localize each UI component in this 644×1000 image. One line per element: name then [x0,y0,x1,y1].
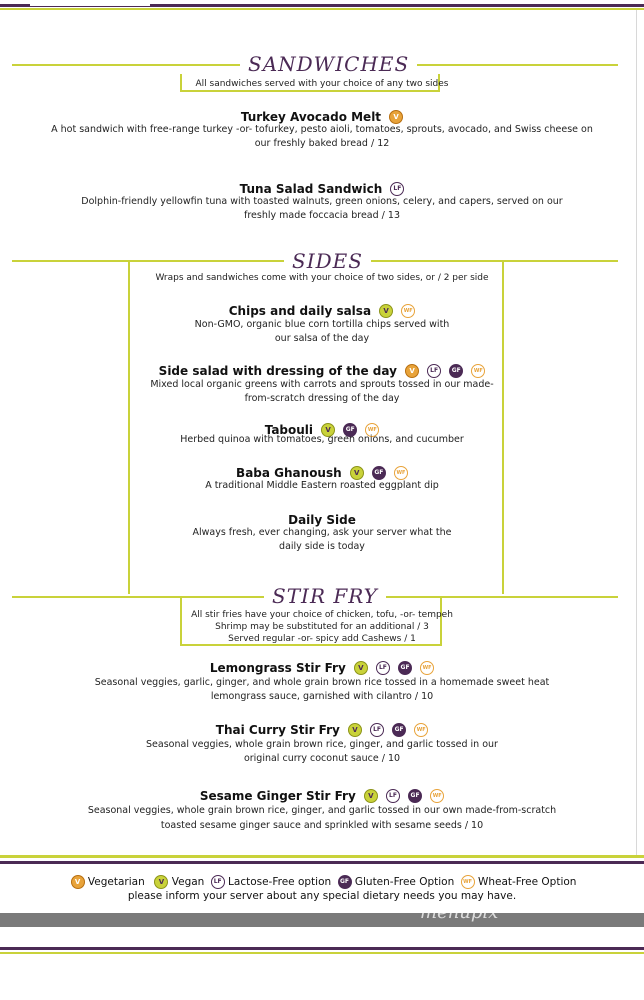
lactose-free-icon: LF [386,789,400,803]
menu-item [0,657,644,676]
gluten-free-icon: GF [338,875,352,889]
lactose-free-icon: LF [211,875,225,889]
menu-item [0,360,644,379]
vegan-icon: V [348,723,362,737]
item-desc: our freshly baked bread / 12 [254,138,390,149]
wheat-free-icon: WF [420,661,434,675]
gluten-free-icon: GF [372,466,386,480]
wheat-free-icon: WF [414,723,428,737]
footer-border-lime [0,855,644,858]
vegetarian-icon: V [405,364,419,378]
item-name: Tabouli [264,423,314,437]
menu-item [0,300,644,319]
vegan-icon: V [154,875,168,889]
item-desc: lemongrass sauce, garnished with cilantro / 10 [210,691,434,702]
gluten-free-icon: GF [343,423,357,437]
vegan-icon: V [350,466,364,480]
wheat-free-icon: WF [365,423,379,437]
vegetarian-icon: V [71,875,85,889]
stirfry-note: All stir fries have your choice of chicken, tofu, -or- tempeh [191,610,453,620]
legend-gluten-free: Gluten-Free Option [354,876,455,888]
item-desc: Mixed local organic greens with carrots and sprouts tossed in our made- [150,379,494,390]
item-desc: daily side is today [279,541,365,552]
sandwiches-title: SANDWICHES [240,52,417,76]
item-desc: our salsa of the day [274,333,370,344]
sides-title: SIDES [284,249,371,273]
dietary-notice: please inform your server about any special dietary needs you may have. [127,890,517,902]
menupix-watermark: menupix [420,902,499,923]
vegan-icon: V [321,423,335,437]
lactose-free-icon: LF [427,364,441,378]
legend-vegetarian: Vegetarian [87,876,145,888]
lactose-free-icon: LF [370,723,384,737]
footer-border-purple [0,861,644,864]
item-name: Daily Side [288,513,356,527]
vegetarian-icon: V [389,110,403,124]
legend-vegan: Vegan [171,876,205,888]
item-name: Lemongrass Stir Fry [209,661,346,675]
menu-item [0,785,644,804]
item-desc: A hot sandwich with free-range turkey -or- tofurkey, pesto aioli, tomatoes, sprouts, avocado, and Swiss cheese on [51,124,593,135]
wheat-free-icon: WF [471,364,485,378]
legend-wheat-free: Wheat-Free Option [477,876,577,888]
item-desc: Non-GMO, organic blue corn tortilla chips served with [194,319,450,330]
sides-note: Wraps and sandwiches come with your choice of two sides, or / 2 per side [155,273,489,283]
vegan-icon: V [379,304,393,318]
stirfry-note: Served regular -or- spicy add Cashews / 1 [228,634,416,644]
item-name: Tuna Salad Sandwich [239,182,383,196]
item-name: Turkey Avocado Melt [240,110,382,124]
item-desc: freshly made foccacia bread / 13 [244,210,400,221]
gluten-free-icon: GF [408,789,422,803]
item-desc: from-scratch dressing of the day [244,393,400,404]
lactose-free-icon: LF [390,182,404,196]
item-desc: Seasonal veggies, whole grain brown rice, ginger, and garlic tossed in our [146,739,498,750]
bottom-border-purple [0,947,644,950]
item-desc: original curry coconut sauce / 10 [243,753,401,764]
vegan-icon: V [364,789,378,803]
item-name: Sesame Ginger Stir Fry [199,789,356,803]
wheat-free-icon: WF [401,304,415,318]
item-desc: Herbed quinoa with tomatoes, green onions, and cucumber [180,434,464,445]
top-border-lime [0,8,644,10]
gluten-free-icon: GF [449,364,463,378]
item-name: Chips and daily salsa [228,304,372,318]
item-name: Baba Ghanoush [236,466,342,480]
item-desc: Seasonal veggies, garlic, ginger, and whole grain brown rice tossed in a homemade sweet heat [94,677,550,688]
bottom-border-lime [0,952,644,954]
sandwiches-note: All sandwiches served with your choice of any two sides [195,79,449,89]
vegan-icon: V [354,661,368,675]
watermark-band [0,913,644,927]
gluten-free-icon: GF [398,661,412,675]
wheat-free-icon: WF [394,466,408,480]
top-tab [30,0,150,6]
item-desc: Seasonal veggies, whole grain brown rice, ginger, and garlic tossed in our own made-from-scratch [87,805,557,816]
item-desc: A traditional Middle Eastern roasted eggplant dip [205,480,439,491]
stirfry-note: Shrimp may be substituted for an additional / 3 [215,622,429,632]
stirfry-title: STIR FRY [264,584,386,608]
item-desc: toasted sesame ginger sauce and sprinkled with sesame seeds / 10 [160,820,484,831]
menu-item [0,719,644,738]
item-name: Thai Curry Stir Fry [215,723,340,737]
item-desc: Always fresh, ever changing, ask your server what the [192,527,452,538]
dietary-legend [0,875,644,889]
gluten-free-icon: GF [392,723,406,737]
wheat-free-icon: WF [430,789,444,803]
item-desc: Dolphin-friendly yellowfin tuna with toasted walnuts, green onions, celery, and capers, served on our [81,196,563,207]
item-name: Side salad with dressing of the day [158,364,397,378]
wheat-free-icon: WF [461,875,475,889]
legend-lactose-free: Lactose-Free option [228,876,332,888]
lactose-free-icon: LF [376,661,390,675]
